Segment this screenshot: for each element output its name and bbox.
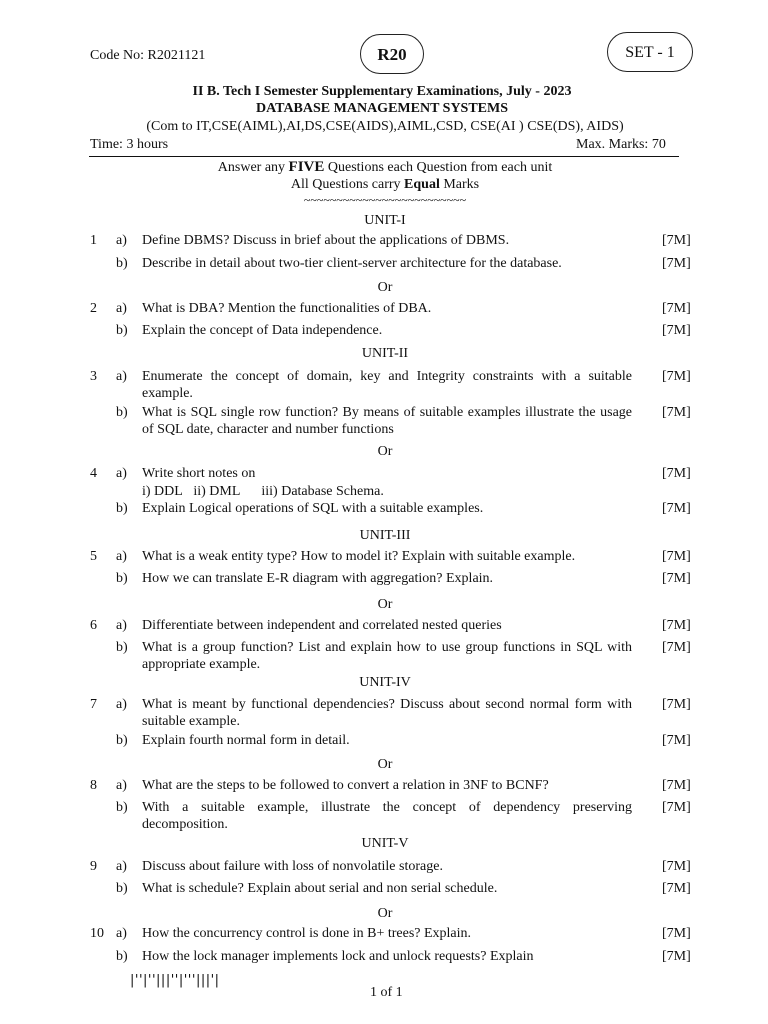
- question-text: What is SQL single row function? By means of suitable examples illustrate the usage of SQL date, character and number functions: [142, 405, 632, 437]
- part-label: a): [116, 859, 127, 874]
- part-label: a): [116, 778, 127, 793]
- unit-heading: UNIT-V: [361, 836, 409, 851]
- marks-label: [7M]: [662, 949, 691, 964]
- part-label: a): [116, 549, 127, 564]
- header-divider: [89, 156, 679, 157]
- part-label: b): [116, 256, 128, 271]
- part-label: b): [116, 571, 128, 586]
- question-subparts: i) DDL ii) DML iii) Database Schema.: [142, 484, 384, 499]
- marks-label: [7M]: [662, 256, 691, 271]
- question-number: 10: [90, 926, 104, 941]
- part-label: b): [116, 323, 128, 338]
- part-label: b): [116, 733, 128, 748]
- set-badge: SET - 1: [607, 32, 693, 72]
- time-allowed: Time: 3 hours: [90, 137, 169, 152]
- part-label: b): [116, 881, 128, 896]
- marks-label: [7M]: [662, 466, 691, 481]
- question-text: Define DBMS? Discuss in brief about the applications of DBMS.: [142, 233, 510, 248]
- or-separator: Or: [377, 444, 393, 459]
- question-text: How we can translate E-R diagram with aggregation? Explain.: [142, 571, 494, 586]
- or-separator: Or: [377, 597, 393, 612]
- marks-label: [7M]: [662, 549, 691, 564]
- marks-label: [7M]: [662, 778, 691, 793]
- question-number: 2: [90, 301, 97, 316]
- question-text: What are the steps to be followed to convert a relation in 3NF to BCNF?: [142, 778, 549, 793]
- marks-label: [7M]: [662, 301, 691, 316]
- or-separator: Or: [377, 906, 393, 921]
- marks-label: [7M]: [662, 697, 691, 712]
- part-label: b): [116, 405, 128, 420]
- question-text: What is a weak entity type? How to model it? Explain with suitable example.: [142, 549, 576, 564]
- question-number: 3: [90, 369, 97, 384]
- instruction-line-2: All Questions carry Equal Marks: [290, 177, 480, 192]
- part-label: a): [116, 466, 127, 481]
- question-text: Explain the concept of Data independence.: [142, 323, 383, 338]
- question-text: How the concurrency control is done in B+ trees? Explain.: [142, 926, 472, 941]
- unit-heading: UNIT-II: [361, 346, 409, 361]
- question-number: 1: [90, 233, 97, 248]
- question-text: Explain fourth normal form in detail.: [142, 733, 350, 748]
- part-label: b): [116, 501, 128, 516]
- question-text: What is schedule? Explain about serial and non serial schedule.: [142, 881, 498, 896]
- question-text: What is meant by functional dependencies? Discuss about second normal form with suitable example.: [142, 697, 632, 729]
- question-number: 7: [90, 697, 97, 712]
- part-label: a): [116, 233, 127, 248]
- part-label: b): [116, 800, 128, 815]
- page-number: 1 of 1: [370, 985, 403, 1000]
- part-label: a): [116, 926, 127, 941]
- question-text: Enumerate the concept of domain, key and Integrity constraints with a suitable example.: [142, 369, 632, 401]
- question-text: Discuss about failure with loss of nonvolatile storage.: [142, 859, 443, 874]
- question-text: Explain Logical operations of SQL with a suitable examples.: [142, 501, 484, 516]
- barcode: |''|''|||''|'''|||'|: [130, 973, 220, 988]
- branches-line: (Com to IT,CSE(AIML),AI,DS,CSE(AIDS),AIML,CSD, CSE(AI ) CSE(DS), AIDS): [146, 119, 624, 134]
- marks-label: [7M]: [662, 733, 691, 748]
- marks-label: [7M]: [662, 323, 691, 338]
- marks-label: [7M]: [662, 501, 691, 516]
- marks-label: [7M]: [662, 618, 691, 633]
- marks-label: [7M]: [662, 859, 691, 874]
- tilde-divider: ~~~~~~~~~~~~~~~~~~~~~~~~~: [303, 193, 467, 207]
- marks-label: [7M]: [662, 926, 691, 941]
- question-number: 9: [90, 859, 97, 874]
- part-label: a): [116, 301, 127, 316]
- marks-label: [7M]: [662, 233, 691, 248]
- marks-label: [7M]: [662, 369, 691, 384]
- question-text: What is DBA? Mention the functionalities of DBA.: [142, 301, 432, 316]
- question-number: 6: [90, 618, 97, 633]
- question-text: With a suitable example, illustrate the concept of dependency preserving decomposition.: [142, 800, 632, 832]
- question-number: 4: [90, 466, 97, 481]
- question-number: 8: [90, 778, 97, 793]
- part-label: a): [116, 369, 127, 384]
- instruction-line-1: Answer any FIVE Questions each Question from each unit: [217, 159, 553, 175]
- max-marks: Max. Marks: 70: [576, 137, 666, 152]
- unit-heading: UNIT-IV: [359, 675, 411, 690]
- part-label: b): [116, 640, 128, 655]
- or-separator: Or: [377, 757, 393, 772]
- question-text: Describe in detail about two-tier client-server architecture for the database.: [142, 256, 562, 271]
- subject-title: DATABASE MANAGEMENT SYSTEMS: [255, 101, 509, 116]
- question-text: Differentiate between independent and correlated nested queries: [142, 618, 502, 633]
- marks-label: [7M]: [662, 800, 691, 815]
- unit-heading: UNIT-III: [359, 528, 411, 543]
- code-number: Code No: R2021121: [90, 48, 206, 63]
- question-text: What is a group function? List and explain how to use group functions in SQL with appropriate example.: [142, 640, 632, 672]
- marks-label: [7M]: [662, 640, 691, 655]
- question-number: 5: [90, 549, 97, 564]
- exam-title: II B. Tech I Semester Supplementary Examinations, July - 2023: [192, 84, 572, 99]
- part-label: a): [116, 697, 127, 712]
- regulation-badge: R20: [360, 34, 424, 74]
- marks-label: [7M]: [662, 571, 691, 586]
- or-separator: Or: [377, 280, 393, 295]
- part-label: a): [116, 618, 127, 633]
- question-text: How the lock manager implements lock and unlock requests? Explain: [142, 949, 534, 964]
- unit-heading: UNIT-I: [364, 213, 406, 228]
- question-text: Write short notes on: [142, 466, 256, 481]
- marks-label: [7M]: [662, 881, 691, 896]
- part-label: b): [116, 949, 128, 964]
- marks-label: [7M]: [662, 405, 691, 420]
